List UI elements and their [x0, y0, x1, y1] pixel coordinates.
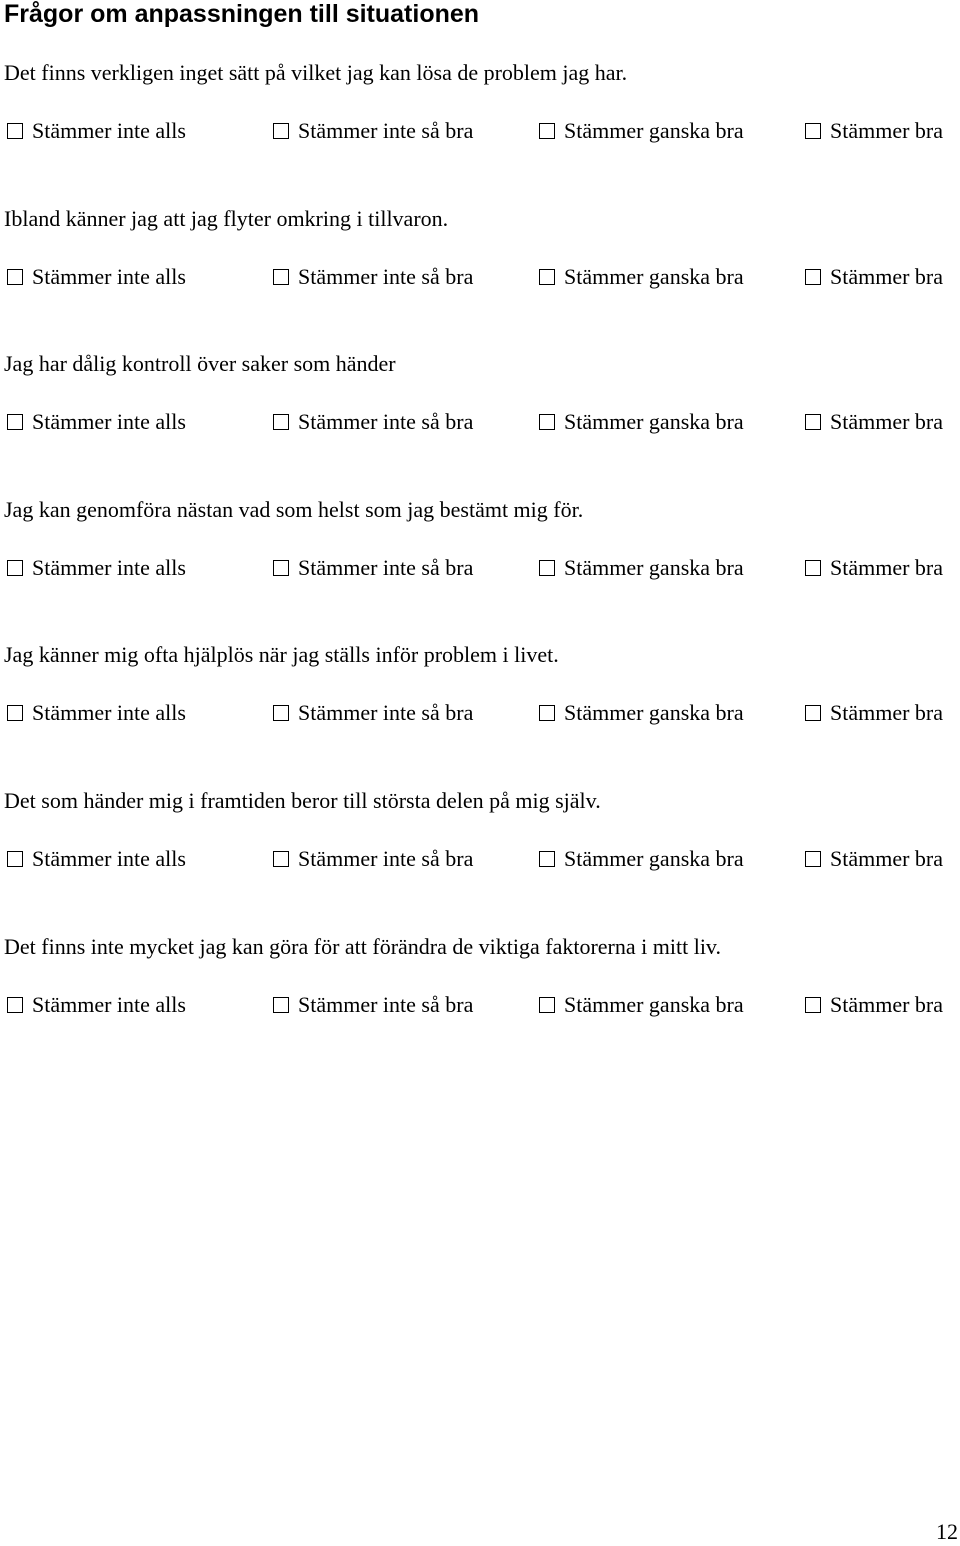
answer-option-label: Stämmer inte alls — [32, 992, 186, 1017]
question-text: Jag har dålig kontroll över saker som händer — [4, 351, 396, 376]
question-text: Det finns verkligen inget sätt på vilket jag kan lösa de problem jag har. — [4, 60, 628, 85]
question-2 — [0, 205, 960, 315]
answer-option-label: Stämmer bra — [830, 846, 944, 871]
question-6 — [0, 787, 960, 897]
checkbox-icon[interactable] — [805, 705, 821, 721]
answer-option-1[interactable] — [7, 408, 186, 436]
answer-option-label: Stämmer bra — [830, 992, 944, 1017]
checkbox-icon[interactable] — [805, 123, 821, 139]
answer-option-2[interactable] — [273, 408, 473, 436]
checkbox-icon[interactable] — [539, 560, 555, 576]
answer-option-4[interactable] — [805, 991, 943, 1019]
answer-options — [0, 991, 960, 1019]
checkbox-icon[interactable] — [273, 414, 289, 430]
answer-option-4[interactable] — [805, 117, 943, 145]
answer-option-label: Stämmer inte alls — [32, 118, 186, 143]
answer-options — [0, 554, 960, 582]
answer-option-2[interactable] — [273, 845, 473, 873]
answer-option-label: Stämmer inte så bra — [298, 846, 474, 871]
answer-option-4[interactable] — [805, 263, 943, 291]
checkbox-icon[interactable] — [539, 997, 555, 1013]
checkbox-icon[interactable] — [7, 560, 23, 576]
answer-option-label: Stämmer bra — [830, 409, 944, 434]
answer-option-4[interactable] — [805, 845, 943, 873]
answer-option-3[interactable] — [539, 117, 744, 145]
answer-option-label: Stämmer bra — [830, 700, 944, 725]
checkbox-icon[interactable] — [7, 269, 23, 285]
answer-option-label: Stämmer bra — [830, 555, 944, 580]
answer-option-1[interactable] — [7, 554, 186, 582]
answer-option-label: Stämmer inte alls — [32, 700, 186, 725]
question-7 — [0, 933, 960, 1043]
answer-option-label: Stämmer inte så bra — [298, 992, 474, 1017]
checkbox-icon[interactable] — [805, 851, 821, 867]
answer-option-2[interactable] — [273, 263, 473, 291]
page-title: Frågor om anpassningen till situationen — [4, 0, 480, 28]
checkbox-icon[interactable] — [539, 123, 555, 139]
answer-option-3[interactable] — [539, 554, 744, 582]
checkbox-icon[interactable] — [539, 705, 555, 721]
answer-options — [0, 117, 960, 145]
checkbox-icon[interactable] — [7, 997, 23, 1013]
answer-option-3[interactable] — [539, 263, 744, 291]
answer-option-1[interactable] — [7, 263, 186, 291]
answer-option-label: Stämmer inte så bra — [298, 118, 474, 143]
answer-option-label: Stämmer inte så bra — [298, 555, 474, 580]
answer-option-2[interactable] — [273, 991, 473, 1019]
question-3 — [0, 350, 960, 460]
question-4 — [0, 496, 960, 606]
checkbox-icon[interactable] — [805, 269, 821, 285]
question-text: Ibland känner jag att jag flyter omkring i tillvaron. — [4, 206, 449, 231]
answer-options — [0, 699, 960, 727]
answer-option-4[interactable] — [805, 699, 943, 727]
answer-option-1[interactable] — [7, 699, 186, 727]
checkbox-icon[interactable] — [273, 997, 289, 1013]
checkbox-icon[interactable] — [273, 705, 289, 721]
answer-option-label: Stämmer inte så bra — [298, 409, 474, 434]
checkbox-icon[interactable] — [805, 560, 821, 576]
answer-option-label: Stämmer ganska bra — [564, 264, 744, 289]
checkbox-icon[interactable] — [805, 997, 821, 1013]
page-number: 12 — [936, 1519, 958, 1544]
answer-option-4[interactable] — [805, 408, 943, 436]
checkbox-icon[interactable] — [7, 414, 23, 430]
checkbox-icon[interactable] — [539, 414, 555, 430]
answer-option-3[interactable] — [539, 699, 744, 727]
answer-option-label: Stämmer inte alls — [32, 555, 186, 580]
answer-option-3[interactable] — [539, 991, 744, 1019]
answer-option-2[interactable] — [273, 699, 473, 727]
checkbox-icon[interactable] — [7, 705, 23, 721]
answer-option-label: Stämmer ganska bra — [564, 992, 744, 1017]
question-text: Jag känner mig ofta hjälplös när jag ställs inför problem i livet. — [4, 642, 559, 667]
checkbox-icon[interactable] — [7, 123, 23, 139]
checkbox-icon[interactable] — [805, 414, 821, 430]
answer-option-label: Stämmer bra — [830, 264, 944, 289]
answer-option-label: Stämmer inte så bra — [298, 700, 474, 725]
question-1 — [0, 59, 960, 169]
checkbox-icon[interactable] — [273, 851, 289, 867]
question-text: Det som händer mig i framtiden beror till största delen på mig själv. — [4, 788, 601, 813]
answer-option-3[interactable] — [539, 408, 744, 436]
checkbox-icon[interactable] — [273, 123, 289, 139]
answer-option-2[interactable] — [273, 117, 473, 145]
answer-option-label: Stämmer inte alls — [32, 409, 186, 434]
checkbox-icon[interactable] — [273, 269, 289, 285]
answer-options — [0, 408, 960, 436]
answer-options — [0, 263, 960, 291]
checkbox-icon[interactable] — [273, 560, 289, 576]
checkbox-icon[interactable] — [7, 851, 23, 867]
answer-option-1[interactable] — [7, 117, 186, 145]
question-text: Jag kan genomföra nästan vad som helst som jag bestämt mig för. — [4, 497, 584, 522]
answer-options — [0, 845, 960, 873]
answer-option-1[interactable] — [7, 845, 186, 873]
answer-option-label: Stämmer inte alls — [32, 846, 186, 871]
answer-option-4[interactable] — [805, 554, 943, 582]
answer-option-label: Stämmer inte alls — [32, 264, 186, 289]
answer-option-label: Stämmer ganska bra — [564, 846, 744, 871]
answer-option-label: Stämmer ganska bra — [564, 118, 744, 143]
checkbox-icon[interactable] — [539, 269, 555, 285]
answer-option-1[interactable] — [7, 991, 186, 1019]
answer-option-3[interactable] — [539, 845, 744, 873]
answer-option-label: Stämmer ganska bra — [564, 700, 744, 725]
question-text: Det finns inte mycket jag kan göra för att förändra de viktiga faktorerna i mitt liv. — [4, 934, 721, 959]
answer-option-label: Stämmer inte så bra — [298, 264, 474, 289]
question-5 — [0, 641, 960, 751]
answer-option-2[interactable] — [273, 554, 473, 582]
answer-option-label: Stämmer ganska bra — [564, 555, 744, 580]
answer-option-label: Stämmer bra — [830, 118, 944, 143]
answer-option-label: Stämmer ganska bra — [564, 409, 744, 434]
checkbox-icon[interactable] — [539, 851, 555, 867]
